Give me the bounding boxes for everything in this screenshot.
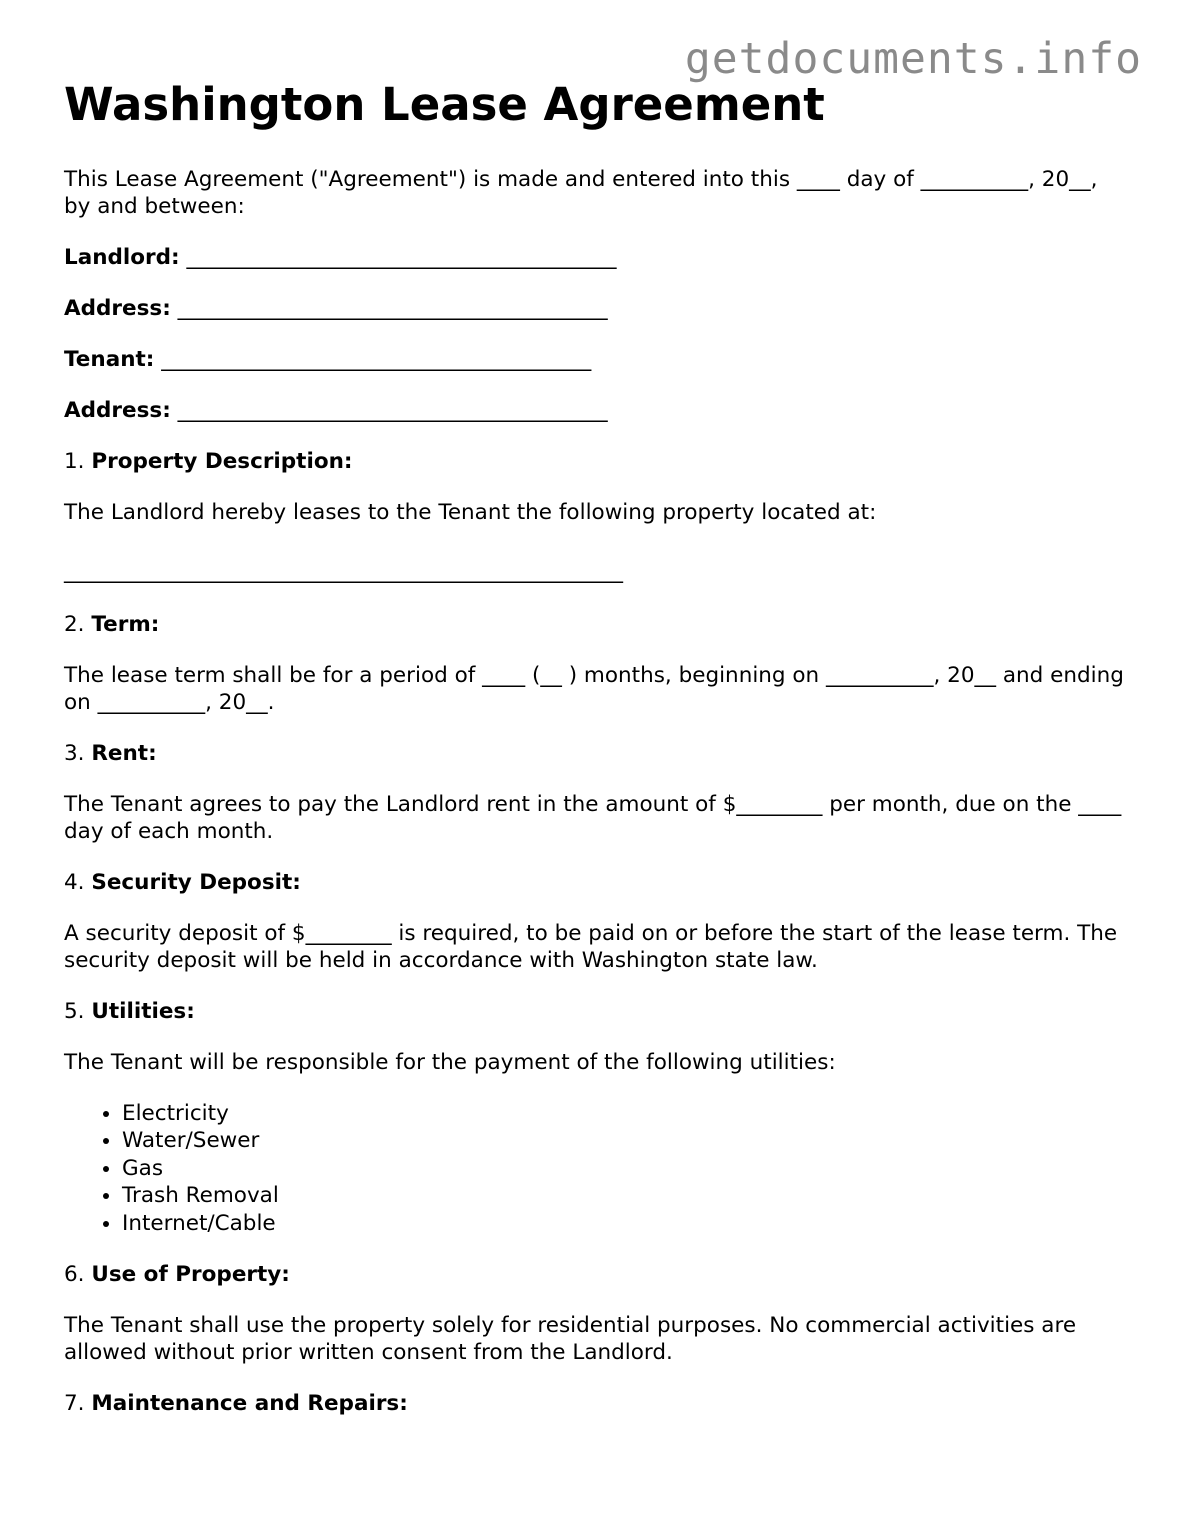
- property-address-blank: ____________________________________________________: [64, 558, 623, 584]
- watermark: getdocuments.info: [684, 34, 1142, 84]
- list-item: • Internet/Cable: [122, 1210, 1124, 1238]
- tenant-address-blank: ________________________________________: [177, 397, 608, 423]
- landlord-address-label: Address:: [64, 295, 171, 321]
- document-page: [64, 80, 1124, 1441]
- section-title: Term:: [91, 611, 160, 637]
- section-title: Maintenance and Repairs:: [91, 1391, 408, 1416]
- section-title: Use of Property:: [91, 1262, 290, 1287]
- landlord-label: Landlord:: [64, 244, 180, 270]
- list-item: • Gas: [122, 1155, 1124, 1183]
- section-number: 7.: [64, 1391, 85, 1416]
- section-heading-term: [64, 611, 1124, 638]
- tenant-label: Tenant:: [64, 346, 155, 372]
- tenant-address-field: [64, 397, 1124, 424]
- section-text-rent: The Tenant agrees to pay the Landlord rent in the amount of $________ per month, due on the ____ day of each month.: [64, 791, 1122, 844]
- utilities-list: [64, 1100, 1124, 1238]
- section-text-use-of-property: The Tenant shall use the property solely for residential purposes. No commercial activities are allowed without prior written consent from the Landlord.: [64, 1313, 1077, 1365]
- tenant-blank: ________________________________________: [161, 346, 592, 372]
- section-text-term: The lease term shall be for a period of ____ (__ ) months, beginning on __________, 20__ and ending on __________, 20__.: [64, 662, 1124, 715]
- landlord-address-blank: ________________________________________: [177, 295, 608, 321]
- section-heading-maintenance: [64, 1390, 1124, 1417]
- section-number: 3.: [64, 740, 85, 766]
- section-heading-utilities: [64, 998, 1124, 1025]
- section-heading-security-deposit: [64, 869, 1124, 896]
- section-title: Security Deposit:: [91, 869, 301, 895]
- section-heading-rent: [64, 740, 1124, 767]
- landlord-blank: ________________________________________: [186, 244, 617, 270]
- section-text-security-deposit: A security deposit of $________ is required, to be paid on or before the start of the lease term. The security deposit will be held in accordance with Washington state law.: [64, 920, 1118, 973]
- section-heading-use-of-property: [64, 1261, 1124, 1288]
- section-number: 6.: [64, 1262, 85, 1287]
- section-heading-property-description: [64, 448, 1124, 475]
- tenant-address-label: Address:: [64, 397, 171, 423]
- section-title: Rent:: [91, 740, 157, 766]
- section-number: 2.: [64, 611, 85, 637]
- section-title: Utilities:: [91, 998, 195, 1024]
- section-number: 5.: [64, 998, 85, 1024]
- section-title: Property Description:: [91, 448, 353, 474]
- list-item: • Electricity: [122, 1100, 1124, 1128]
- section-text-property-description: The Landlord hereby leases to the Tenant the following property located at:: [64, 499, 877, 525]
- intro-paragraph: This Lease Agreement ("Agreement") is made and entered into this ____ day of __________, 20__, by and between:: [64, 166, 1098, 219]
- landlord-field: [64, 244, 1124, 271]
- section-number: 1.: [64, 448, 85, 474]
- document-title: Washington Lease Agreement: [64, 78, 825, 131]
- section-number: 4.: [64, 869, 85, 895]
- tenant-field: [64, 346, 1124, 373]
- list-item: • Water/Sewer: [122, 1127, 1124, 1155]
- list-item: • Trash Removal: [122, 1182, 1124, 1210]
- section-text-utilities: The Tenant will be responsible for the payment of the following utilities:: [64, 1049, 836, 1075]
- landlord-address-field: [64, 295, 1124, 322]
